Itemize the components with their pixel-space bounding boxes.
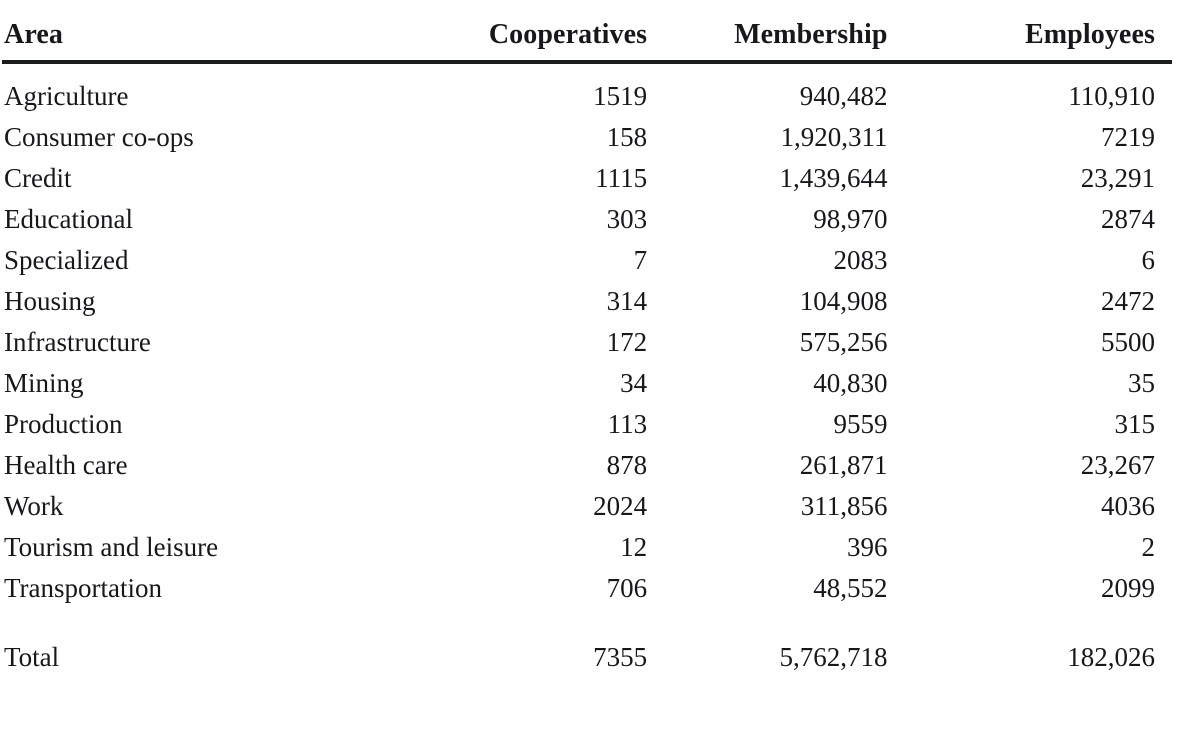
- cell-area: Credit: [4, 163, 72, 193]
- cell-employees: 6: [1141, 245, 1155, 275]
- header-rule-cell: [2, 50, 1172, 72]
- cell-membership: 2083: [833, 245, 888, 275]
- column-header-employees: Employees: [1024, 19, 1155, 50]
- cell-area: Specialized: [4, 245, 129, 275]
- cell-membership: 396: [847, 532, 888, 562]
- table-row: [2, 322, 1172, 363]
- cell-total-membership: 5,762,718: [779, 642, 888, 672]
- cell-membership: 9559: [833, 409, 888, 439]
- cell-employees: 2874: [1101, 204, 1155, 234]
- cell-employees: 7219: [1101, 122, 1155, 152]
- cell-total-employees: 182,026: [1067, 642, 1155, 672]
- table-header: [2, 0, 1172, 72]
- column-header-cooperatives: Cooperatives: [488, 19, 648, 50]
- cell-area: Consumer co-ops: [4, 122, 194, 152]
- cell-membership: 98,970: [813, 204, 888, 234]
- cell-employees: 5500: [1101, 327, 1155, 357]
- cell-area: Agriculture: [4, 81, 129, 111]
- cell-area: Educational: [4, 204, 133, 234]
- column-header-area: Area: [4, 19, 63, 50]
- cell-cooperatives: 314: [606, 286, 648, 316]
- header-rule-row: [2, 50, 1172, 72]
- cell-cooperatives: 12: [620, 532, 648, 562]
- table-row: [2, 281, 1172, 322]
- table-body: [2, 72, 1172, 678]
- table-row: [2, 404, 1172, 445]
- cell-employees: 2: [1141, 532, 1155, 562]
- header-rule-divider: [2, 60, 1172, 64]
- table-row: [2, 158, 1172, 199]
- cell-membership: 48,552: [813, 573, 888, 603]
- cell-employees: 35: [1128, 368, 1155, 398]
- cell-area: Production: [4, 409, 123, 439]
- cell-cooperatives: 878: [606, 450, 648, 480]
- cell-area: Infrastructure: [4, 327, 151, 357]
- cell-area: Health care: [4, 450, 128, 480]
- cell-area: Tourism and leisure: [4, 532, 219, 562]
- cell-membership: 311,856: [800, 491, 888, 521]
- table-row: [2, 117, 1172, 158]
- table-row: [2, 363, 1172, 404]
- cell-cooperatives: 113: [607, 409, 648, 439]
- cell-employees: 4036: [1101, 491, 1155, 521]
- cell-cooperatives: 7: [633, 245, 648, 275]
- table-row: [2, 568, 1172, 609]
- table-row: [2, 240, 1172, 281]
- cell-cooperatives: 303: [606, 204, 648, 234]
- cell-membership: 40,830: [813, 368, 888, 398]
- table-row: [2, 445, 1172, 486]
- cell-cooperatives: 34: [620, 368, 648, 398]
- table-row: [2, 486, 1172, 527]
- cell-area: Work: [4, 491, 64, 521]
- cell-employees: 2099: [1101, 573, 1155, 603]
- cell-membership: 1,439,644: [779, 163, 888, 193]
- column-header-membership: Membership: [734, 19, 888, 50]
- cell-membership: 104,908: [799, 286, 888, 316]
- cell-membership: 261,871: [799, 450, 888, 480]
- cell-cooperatives: 1115: [595, 163, 648, 193]
- cell-employees: 23,267: [1080, 450, 1155, 480]
- table-row: [2, 527, 1172, 568]
- cell-employees: 2472: [1101, 286, 1155, 316]
- table-row: [2, 72, 1172, 117]
- cell-employees: 110,910: [1068, 81, 1155, 111]
- cell-area: Transportation: [4, 573, 163, 603]
- cell-area: Mining: [4, 368, 84, 398]
- cell-employees: 23,291: [1080, 163, 1155, 193]
- cell-cooperatives: 172: [606, 327, 648, 357]
- table-total-row: [2, 609, 1172, 678]
- header-row: [2, 0, 1172, 50]
- cell-membership: 940,482: [799, 81, 888, 111]
- cell-membership: 1,920,311: [780, 122, 888, 152]
- cell-area: Housing: [4, 286, 96, 316]
- cell-cooperatives: 706: [606, 573, 648, 603]
- cell-membership: 575,256: [799, 327, 888, 357]
- cell-cooperatives: 158: [606, 122, 648, 152]
- cell-total-label: Total: [4, 642, 60, 672]
- cell-cooperatives: 1519: [593, 81, 648, 111]
- table-row: [2, 199, 1172, 240]
- cooperatives-statistics-table: [2, 0, 1172, 678]
- cell-employees: 315: [1114, 409, 1155, 439]
- cell-total-cooperatives: 7355: [593, 642, 648, 672]
- cell-cooperatives: 2024: [593, 491, 648, 521]
